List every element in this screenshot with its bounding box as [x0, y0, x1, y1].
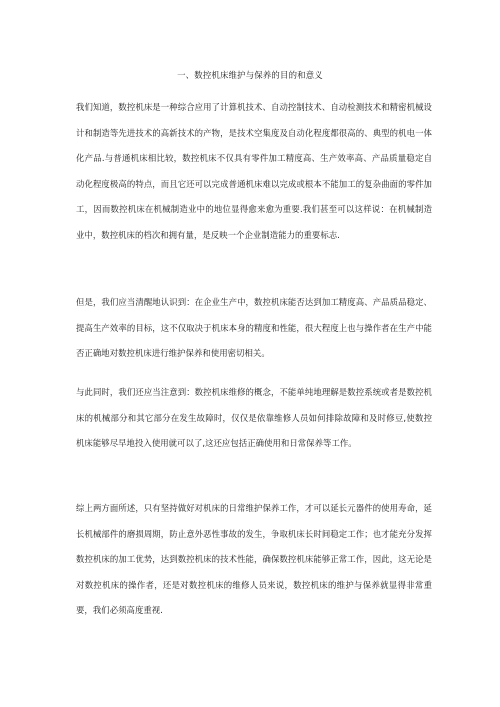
paragraph-1: 我们知道，数控机床是一种综合应用了计算机技术、自动控制技术、自动检测技术和精密机械设计和制造等先进技术的高新技术的产物，是技术空集度及自动化程度都很高的、典型的机电一体化产品.与普通机床相比较，数控机床不仅具有零件加工精度高、生产效率高、产品质量稳定自动化程度极高的特点，而且它还可以完成普通机床难以完成或根本不能加工的复杂曲面的零件加工，因而数控机床在机械制造业中的地位显得愈来愈为重要.我们甚至可以这样说：在机械制造业中，数控机床的档次和拥有量，是反映一个企业制造能力的重要标志.: [76, 102, 432, 240]
paragraph-4: 综上两方面所述，只有坚持做好对机床的日常维护保养工作，才可以延长元器件的使用寿命，延长机械部件的磨损周期，防止意外恶性事故的发生，争取机床长时间稳定工作；也才能充分发挥数控机床的加工优势，达到数控机床的技术性能，确保数控机床能够正常工作，因此，这无论是对数控机床的操作者，还是对数控机床的维修人员来说，数控机床的维护与保养就显得非常重要，我们必须高度重视.: [76, 503, 432, 615]
paragraph-2: 但是，我们应当清醒地认识到：在企业生产中，数控机床能否达到加工精度高、产品质品稳定、提高生产效率的目标，这不仅取决于机床本身的精度和性能，很大程度上也与操作者在生产中能否正确地对数控机床进行维护保养和使用密切相关。: [76, 297, 432, 358]
paragraph-3: 与此同时，我们还应当注意到：数控机床维修的概念，不能单纯地理解是数控系统或者是数控机床的机械部分和其它部分在发生故障时，仅仅是依靠维修人员如何排除故障和及时修豆,使数控机床能够尽早地投入使用就可以了,这还应包括正确使用和日常保养等工作。: [76, 387, 432, 448]
document-title: 一、数控机床维护与保养的目的和意义: [177, 70, 323, 80]
